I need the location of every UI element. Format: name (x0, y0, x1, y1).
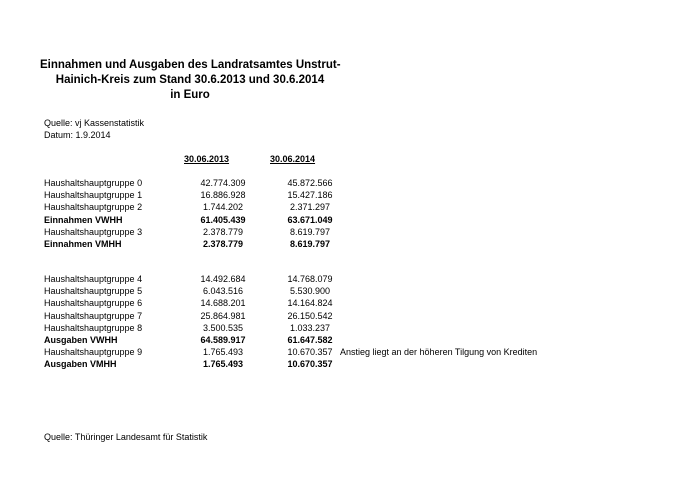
value-2013: 3.500.535 (202, 322, 244, 333)
row-label: Einnahmen VMHH (44, 239, 122, 249)
row-label: Haushaltshauptgruppe 6 (44, 298, 143, 309)
value-2014: 45.872.566 (287, 178, 333, 188)
value-2014: 63.671.049 (287, 214, 333, 225)
title-line-1: Einnahmen und Ausgaben des Landratsamtes Unstrut- (40, 59, 341, 71)
value-2013: 25.864.981 (200, 310, 246, 321)
row-label: Haushaltshauptgruppe 0 (44, 178, 143, 188)
row-label: Haushaltshauptgruppe 3 (44, 226, 143, 237)
value-2013: 61.405.439 (200, 214, 246, 225)
value-2014: 10.670.357 (287, 347, 333, 358)
value-2014: 61.647.582 (287, 335, 333, 345)
row-label: Haushaltshauptgruppe 1 (44, 190, 143, 201)
value-2014: 14.768.079 (287, 274, 333, 284)
value-2014: 15.427.186 (287, 190, 333, 201)
value-2013: 14.492.684 (200, 274, 246, 284)
column-header-2014: 30.06.2014 (270, 154, 316, 164)
value-2014: 2.371.297 (289, 202, 331, 213)
value-2013: 1.744.202 (202, 202, 244, 213)
footer-source: Quelle: Thüringer Landesamt für Statistik (44, 432, 208, 442)
source-note: Quelle: vj Kassenstatistik (44, 118, 145, 128)
value-2013: 1.765.493 (202, 347, 244, 358)
value-2014: 8.619.797 (289, 226, 331, 237)
value-2013: 1.765.493 (202, 359, 244, 370)
title-line-2: Hainich-Kreis zum Stand 30.6.2013 und 30.6.2014 (55, 74, 325, 86)
row-label: Haushaltshauptgruppe 7 (44, 310, 143, 321)
value-2013: 2.378.779 (202, 226, 244, 237)
row-label: Einnahmen VWHH (44, 214, 123, 225)
row-label: Haushaltshauptgruppe 4 (44, 274, 143, 284)
value-2014: 26.150.542 (287, 310, 333, 321)
value-2013: 42.774.309 (200, 178, 246, 188)
value-2013: 2.378.779 (202, 239, 244, 249)
value-2013: 14.688.201 (200, 298, 246, 309)
title-line-3: in Euro (170, 89, 210, 101)
column-header-2013: 30.06.2013 (184, 154, 230, 164)
row-label: Ausgaben VWHH (44, 335, 118, 345)
document-title (40, 58, 340, 103)
value-2013: 16.886.928 (200, 190, 246, 201)
row-label: Haushaltshauptgruppe 9 (44, 347, 143, 358)
value-2014: 1.033.237 (289, 322, 331, 333)
value-2014: 8.619.797 (289, 239, 331, 249)
row-label: Haushaltshauptgruppe 8 (44, 322, 143, 333)
value-2014: 14.164.824 (287, 298, 333, 309)
value-2013: 6.043.516 (202, 286, 244, 297)
row-note: Anstieg liegt an der höheren Tilgung von Krediten (340, 347, 538, 358)
value-2014: 5.530.900 (289, 286, 331, 297)
row-label: Haushaltshauptgruppe 2 (44, 202, 143, 213)
row-label: Haushaltshauptgruppe 5 (44, 286, 143, 297)
date-note: Datum: 1.9.2014 (44, 130, 111, 140)
value-2013: 64.589.917 (200, 335, 246, 345)
value-2014: 10.670.357 (287, 359, 333, 370)
row-label: Ausgaben VMHH (44, 359, 117, 370)
